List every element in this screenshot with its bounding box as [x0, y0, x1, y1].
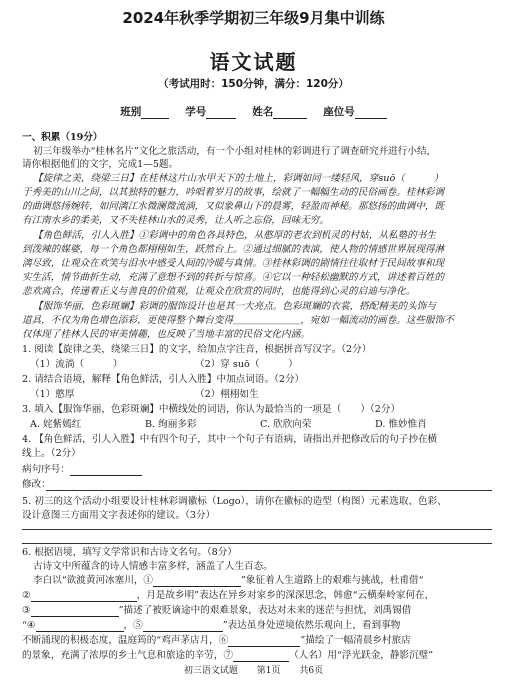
intro-line-2: 请你根据他们的文字，完成1—5题。: [22, 159, 179, 170]
question-4-revision: 修改：: [22, 479, 51, 490]
q6-line-2: [33, 575, 424, 587]
name-field[interactable]: [252, 104, 307, 119]
class-label: 班别: [120, 106, 142, 118]
blank-5[interactable]: [143, 621, 223, 632]
question-5-answer-line-2[interactable]: [22, 543, 492, 544]
question-4-line-1: 4. 【角色鲜活，引人入胜】中有四个句子，其中一个句子有语病，请指出并把修改后的句子抄在横: [22, 434, 438, 445]
page-footer: [0, 663, 507, 676]
student-number-field[interactable]: [185, 104, 236, 119]
sentence-number-label: 病句序号：: [22, 464, 70, 475]
footer-subject: 初三语文试题: [183, 666, 238, 676]
q6-text: 李白以“欲渡黄河冰塞川，①: [33, 575, 154, 586]
student-number-blank[interactable]: [206, 107, 236, 119]
roles-para-line-1: 【角色鲜活，引人入胜】①彩调中的角色各具特色，从憨厚的老农到机灵的村姑，从私塾的书生: [33, 230, 436, 241]
q6-text: 不断涌现的积极态度，温庭筠的“鸡声茅店月，⑥: [22, 635, 229, 646]
name-blank[interactable]: [273, 107, 307, 119]
seat-number-blank[interactable]: [355, 107, 387, 119]
footer-total: 共6页: [299, 666, 324, 676]
blank-7[interactable]: [233, 651, 289, 662]
student-info-row: [0, 104, 507, 119]
question-5-line-2: 设计意图三方面用文字表述你的建议。（3分）: [22, 510, 216, 521]
intro-line-1: 初三年级举办“桂林名片”文化之旅活动，有一个小组对桂林的彩调进行了调查研究并进行小结，: [33, 146, 437, 157]
costume-para-line-1: 【服饰华丽，色彩斑斓】彩调的服饰设计也是其一大亮点。色彩斑斓的衣裳，搭配精美的头饰与: [33, 301, 436, 312]
question-3-option-d[interactable]: D. 惟妙惟肖: [375, 419, 427, 430]
blank-3[interactable]: [31, 606, 119, 617]
roles-para-line-2: 到泼辣的媒婆，每一个角色都栩栩如生，跃然台上。②通过细腻的表演，使人物的情感世界展现得淋: [22, 244, 445, 255]
class-blank[interactable]: [141, 107, 169, 119]
question-4-line-2: 线上。（2分）: [22, 448, 81, 459]
question-2-part-2[interactable]: （2）栩栩如生: [195, 389, 259, 400]
q6-text: ”描述了被贬谪途中的艰难景象，表达对未来的迷茫与担忧，刘禹锡借: [118, 605, 412, 616]
question-1-part-1[interactable]: （1）流淌（ ）: [30, 359, 123, 370]
question-6: 6. 根据语境，填写文学常识和古诗文名句。（8分）: [22, 547, 237, 558]
student-number-label: 学号: [185, 106, 207, 118]
q6-text: ”描绘了一幅清晨乡村旅店: [300, 635, 411, 646]
q6-text: ②: [22, 590, 31, 601]
revision-answer-line[interactable]: [46, 490, 492, 491]
q6-text: 的景象，充满了浓厚的乡土气息和旅途的辛劳，⑦: [22, 650, 234, 661]
blank-6[interactable]: [228, 636, 300, 647]
question-2: 2. 请结合语境，解释【角色鲜活，引人入胜】中加点词语。（2分）: [22, 374, 305, 385]
class-field[interactable]: [120, 104, 169, 119]
question-4-sentence-number: [22, 464, 142, 476]
q6-line-7: [22, 650, 433, 662]
seat-number-field[interactable]: [323, 104, 387, 119]
costume-para-line-3: 仅体现了桂林人民的审美情趣，也反映了当地丰富的民俗文化内涵。: [22, 329, 310, 340]
q6-text: ，⑤: [123, 620, 143, 631]
question-3: 3. 填入【服饰华丽，色彩斑斓】中横线处的词语，你认为最恰当的一项是（ ）（2分）: [22, 404, 401, 415]
melody-para-line-1: 【旋律之美，绕梁三日】在桂林这片山水甲天下的土地上，彩调如同一缕轻风，穿suō（ ）: [33, 173, 444, 184]
melody-para-line-2: 于秀美的山川之间，以其独特的魅力，吟唱着岁月的故事，绘就了一幅幅生动的民俗画卷。桂林彩调: [22, 187, 445, 198]
q6-line-5: [22, 620, 400, 632]
blank-4[interactable]: [36, 621, 124, 632]
question-3-option-c[interactable]: C. 欣欣向荣: [260, 419, 312, 430]
seat-number-label: 座位号: [323, 106, 355, 118]
question-3-option-b[interactable]: B. 绚丽多彩: [145, 419, 197, 430]
question-5-line-1: 5. 初三的这个活动小组要设计桂林彩调徽标（Logo），请你在徽标的造型（构图）元素选取、色彩、: [22, 496, 447, 507]
melody-para-line-4: 有江南水乡的柔美，又不失桂林山水的灵秀，让人听之忘俗，回味无穷。: [22, 215, 329, 226]
question-5-answer-line-1[interactable]: [22, 529, 492, 530]
q6-text: ③: [22, 605, 31, 616]
q6-line-6: [22, 635, 411, 647]
question-1-part-2[interactable]: （2）穿 suō（ ）: [195, 359, 298, 370]
blank-2[interactable]: [31, 591, 137, 602]
name-label: 姓名: [252, 106, 274, 118]
blank-1[interactable]: [153, 576, 241, 587]
q6-text: ，月是故乡明”表达在异乡对家乡的深深思念，韩愈“云横秦岭家何在，: [136, 590, 435, 601]
section1-heading: 一、积累（19分）: [22, 132, 103, 143]
q6-line-4: [22, 605, 411, 617]
q6-line-1: 古诗文中所蕴含的诗人情感丰富多样，涵盖了人生百态。: [33, 561, 273, 572]
roles-para-line-4: 实生活，情节曲折生动，充满了意想不到的转折与惊喜。④它以一种轻松幽默的方式，讲述着百姓的: [22, 272, 445, 283]
question-3-option-a[interactable]: A. 姹紫嫣红: [30, 419, 82, 430]
footer-page: 第1页: [256, 666, 281, 676]
q6-text: ”象征着人生道路上的艰难与挑战，杜甫借“: [241, 575, 424, 586]
q6-text: ”表达虽身处逆境依然乐观向上，看到事物: [222, 620, 401, 631]
melody-para-line-3: 的曲调悠扬婉转，如同漓江水微澜微流淌，又似象鼻山下的晨雾，轻盈而神秘。那悠扬的曲调中，既: [22, 201, 445, 212]
question-2-part-1[interactable]: （1）憨厚: [30, 389, 75, 400]
exam-title: 2024年秋季学期初三年级9月集中训练: [122, 9, 385, 27]
q6-line-3: [22, 590, 434, 602]
question-1: 1. 阅读【旋律之美，绕梁三日】的文字，给加点字注音，根据拼音写汉字。（2分）: [22, 344, 372, 355]
q6-text: “④: [22, 620, 36, 631]
costume-para-line-2: 道具，不仅为角色增色添彩，更使得整个舞台变得＿＿＿＿＿＿＿，宛如一幅流动的画卷。这些服饰不: [22, 315, 454, 326]
subject-title: 语文试题: [209, 50, 298, 74]
q6-text: （人名）用“浮光跃金，静影沉璧”: [289, 650, 434, 661]
exam-info: （考试用时：150分钟，满分：120分）: [158, 78, 349, 90]
roles-para-line-3: 漓尽致，让观众在欢笑与泪水中感受人间的冷暖与真情。③桂林彩调的剧情往往取材于民间故事和现: [22, 258, 445, 269]
sentence-number-blank[interactable]: [70, 465, 142, 476]
roles-para-line-5: 悲欢离合，传递着正义与善良的价值观，让观众在欣赏的同时，也能得到心灵的启迪与净化。: [22, 286, 416, 297]
